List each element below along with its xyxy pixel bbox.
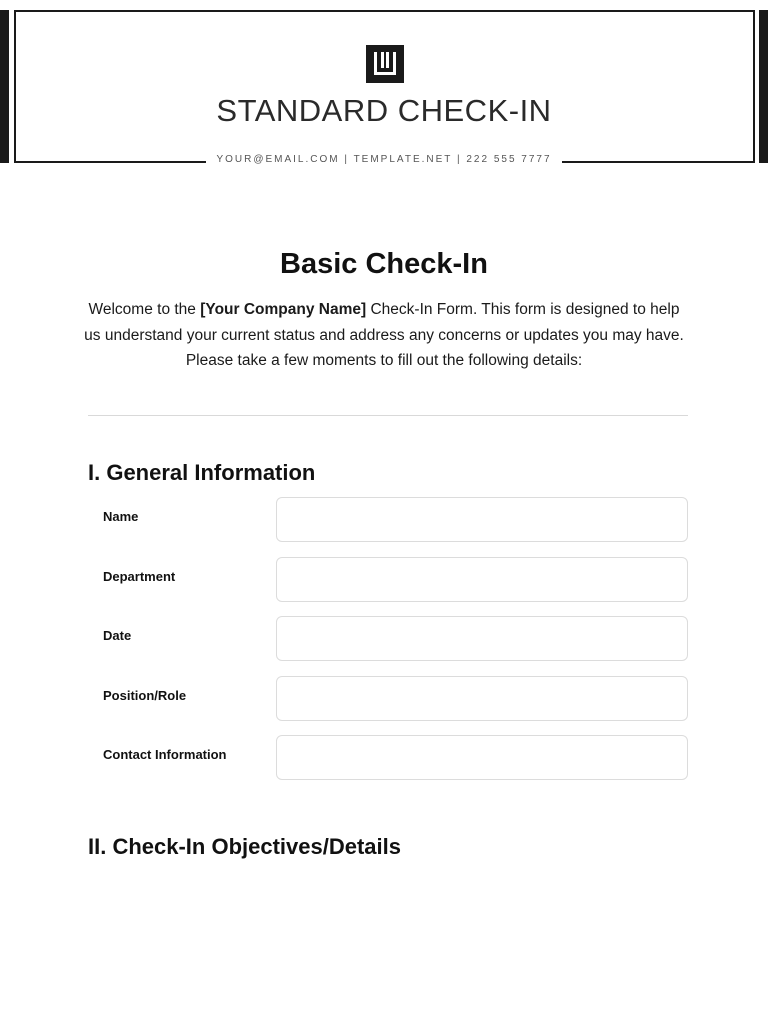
section-check-in-objectives-heading: II. Check-In Objectives/Details bbox=[88, 834, 402, 859]
department-input[interactable] bbox=[276, 557, 688, 602]
position-role-label: Position/Role bbox=[103, 688, 187, 703]
section-divider bbox=[88, 415, 688, 416]
department-label: Department bbox=[103, 569, 176, 584]
section-general-information-heading: I. General Information bbox=[88, 460, 316, 485]
date-input[interactable] bbox=[276, 616, 688, 661]
intro-text-end: Check-In Form. This form is designed to help us understand your current status and address any concerns or updates you may have. Please take a few moments to fill out the following details: bbox=[84, 301, 684, 369]
name-label: Name bbox=[103, 509, 139, 524]
field-row-name bbox=[88, 497, 688, 542]
intro-text-start: Welcome to the bbox=[88, 301, 201, 318]
name-input[interactable] bbox=[276, 497, 688, 542]
field-row-date bbox=[88, 616, 688, 661]
field-row-contact-information bbox=[88, 735, 688, 780]
position-role-input[interactable] bbox=[276, 676, 688, 721]
date-label: Date bbox=[103, 628, 132, 643]
company-name-placeholder: [Your Company Name] bbox=[200, 301, 367, 318]
building-logo-icon bbox=[366, 45, 404, 83]
header-left-bar bbox=[0, 10, 9, 163]
field-row-department bbox=[88, 557, 688, 602]
field-row-position-role bbox=[88, 676, 688, 721]
header-frame bbox=[14, 10, 755, 163]
document-title: Basic Check-In bbox=[280, 248, 488, 280]
contact-information-input[interactable] bbox=[276, 735, 688, 780]
header-right-bar bbox=[759, 10, 768, 163]
contact-line: YOUR@EMAIL.COM | TEMPLATE.NET | 222 555 7777 bbox=[206, 153, 562, 167]
intro-paragraph bbox=[84, 297, 684, 374]
contact-information-label: Contact Information bbox=[103, 747, 227, 762]
header-title: STANDARD CHECK-IN bbox=[216, 93, 552, 128]
